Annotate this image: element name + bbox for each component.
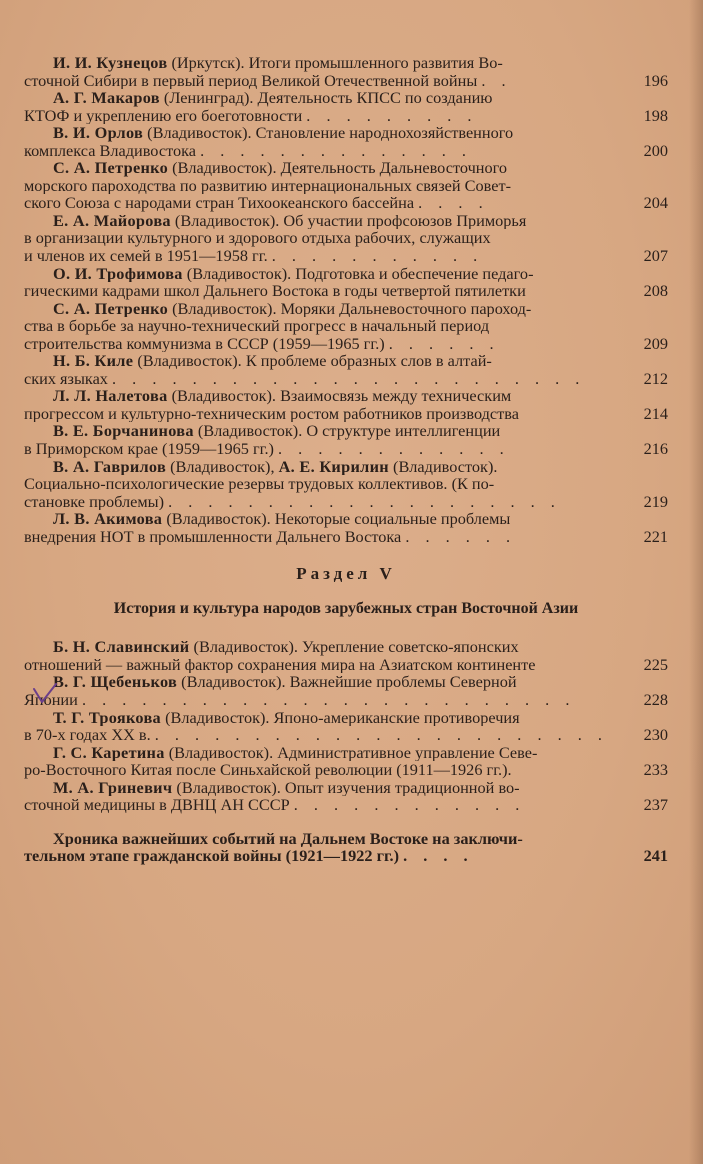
- page-number: 198: [643, 105, 668, 125]
- entry-author: С. А. Петренко: [53, 299, 169, 318]
- toc-entry: [24, 89, 668, 124]
- entry-author: Т. Г. Троякова: [53, 708, 161, 727]
- entry-author: В. Г. Щебеньков: [53, 673, 178, 691]
- leader-dots: . . . .: [403, 847, 474, 865]
- entry-title-line: ро-Восточного Китая после Синьхайской революции (1911—1926 гг.).: [24, 761, 512, 779]
- leader-dots: . . . . . . . . . . .: [271, 247, 484, 265]
- leader-dots: . . . . . .: [405, 527, 517, 546]
- leader-dots: . . . . . . . . . . . . . . . . . . . . . . . .: [112, 369, 586, 388]
- entry-title-line: морского пароходства по развитию интернациональных связей Совет-: [24, 176, 511, 195]
- entry-title-line: Японии: [24, 690, 78, 709]
- leader-dots: . . . . . . . . .: [306, 106, 478, 125]
- page-number: 230: [643, 725, 668, 745]
- page-number: 214: [643, 403, 668, 423]
- toc-entry: [24, 709, 668, 744]
- toc-entry: [24, 54, 668, 89]
- table-of-contents: [24, 54, 668, 865]
- entry-title-line: (Владивосток). Становление народнохозяйственного: [143, 124, 514, 142]
- leader-dots: . . . .: [418, 194, 489, 212]
- leader-dots: . . . . . . . . . . . .: [293, 796, 526, 814]
- entry-author: А. Г. Макаров: [53, 89, 160, 107]
- entry-title-line: тельном этапе гражданской войны (1921—1922 гг.): [24, 847, 400, 865]
- toc-entry: [24, 265, 668, 300]
- entry-author: Г. С. Каретина: [53, 743, 165, 762]
- entry-title-line: (Владивосток). Взаимосвязь между техническим: [167, 387, 512, 405]
- entry-author: В. И. Орлов: [53, 124, 144, 142]
- page-number: 233: [643, 760, 668, 780]
- toc-entry: [24, 422, 668, 457]
- leader-dots: . . . . . . . . . . . . . . . . . . . . . . .: [154, 726, 608, 744]
- checkmark-handwritten-icon: [32, 683, 58, 705]
- entry-author: О. И. Трофимова: [53, 264, 183, 283]
- leader-dots: . . . . . .: [388, 334, 500, 353]
- entry-title-line: внедрения НОТ в промышленности Дальнего Востока: [24, 527, 402, 546]
- entry-title-line: строительства коммунизма в СССР (1959—1965 гг.): [24, 334, 385, 353]
- entry-title-line: (Владивосток). Моряки Дальневосточного пароход-: [168, 299, 532, 318]
- page-number: 204: [643, 193, 668, 213]
- entry-title-line: (Ленинград). Деятельность КПСС по созданию: [159, 89, 493, 107]
- entry-author: Л. Л. Налетова: [53, 387, 168, 405]
- entry-author: Б. Н. Славинский: [53, 638, 190, 656]
- page-number: 219: [643, 491, 668, 511]
- toc-entry: [24, 510, 668, 545]
- entry-title-line: (Владивосток).: [388, 457, 498, 476]
- entry-author: Е. А. Майорова: [53, 211, 171, 230]
- entry-title-line: сточной медицины в ДВНЦ АН СССР: [24, 796, 290, 814]
- leader-dots: . .: [481, 71, 512, 90]
- page-number: 221: [643, 526, 668, 546]
- toc-entry: [24, 744, 668, 779]
- toc-entry: [24, 352, 668, 387]
- entry-title-line: и членов их семей в 1951—1958 гг.: [24, 247, 268, 265]
- entry-author: А. Е. Кирилин: [278, 457, 389, 476]
- entry-title-line: гическими кадрами школ Дальнего Востока в годы четвертой пятилетки: [24, 282, 526, 300]
- toc-entry: [24, 673, 668, 708]
- toc-entry-chronicle: [24, 830, 668, 865]
- leader-dots: . . . . . . . . . . . . . . . . . . . . . . . . .: [81, 690, 576, 709]
- entry-title-line: (Владивосток). К проблеме образных слов в алтай-: [133, 352, 492, 370]
- entry-title-line: (Владивосток). Японо-американские противоречия: [161, 708, 520, 727]
- entry-title-line: ства в борьбе за научно-технический прогресс в начальный период: [24, 317, 490, 335]
- entry-title-line: сточной Сибири в первый период Великой Отечественной войны: [24, 71, 478, 90]
- leader-dots: . . . . . . . . . . . .: [278, 440, 510, 458]
- entry-title-line: в 70-х годах XX в.: [24, 726, 151, 744]
- entry-title-line: (Владивосток). Некоторые социальные проблемы: [162, 510, 511, 528]
- toc-entry: [24, 779, 668, 814]
- entry-title-line: становке проблемы): [24, 492, 164, 511]
- leader-dots: . . . . . . . . . . . . . . . . . . . .: [168, 492, 561, 511]
- entry-title-line: (Владивосток). Деятельность Дальневосточного: [168, 159, 508, 177]
- page-number: 216: [643, 439, 668, 459]
- toc-entry: [24, 124, 668, 159]
- leader-dots: . . . . . . . . . . . . . .: [200, 141, 472, 160]
- entry-author: И. И. Кузнецов: [53, 54, 168, 72]
- entry-title-line: ских языках: [24, 369, 108, 388]
- toc-entry: [24, 159, 668, 212]
- entry-title-line: прогрессом и культурно-техническим ростом работников производства: [24, 404, 519, 423]
- section-subtitle: История и культура народов зарубежных стран Восточной Азии: [113, 600, 579, 618]
- section-title: Раздел V: [296, 564, 396, 584]
- page-number: 225: [643, 654, 668, 674]
- page-number: 196: [643, 70, 668, 90]
- entry-title-line: (Владивосток). О структуре интеллигенции: [193, 422, 501, 441]
- entry-author: В. А. Гаврилов: [53, 457, 167, 476]
- toc-entry: [24, 458, 668, 511]
- entry-title-line: ского Союза с народами стран Тихоокеанского бассейна: [24, 194, 415, 212]
- toc-entry: [24, 300, 668, 353]
- entry-title-line: в организации культурного и здорового отдыха рабочих, служащих: [24, 229, 491, 248]
- entry-title-line: (Владивосток),: [166, 457, 279, 476]
- entry-title-line: (Владивосток). Укрепление советско-японских: [189, 638, 519, 656]
- toc-entry: [24, 638, 668, 673]
- entry-author: М. А. Гриневич: [53, 778, 173, 797]
- entry-title-line: (Иркутск). Итоги промышленного развития Во-: [167, 54, 503, 72]
- page-number: 212: [643, 368, 668, 388]
- entry-author: С. А. Петренко: [53, 159, 169, 177]
- entry-title-line: в Приморском крае (1959—1965 гг.): [24, 440, 274, 458]
- entry-title-line: (Владивосток). Административное управление Севе-: [164, 743, 538, 762]
- page-edge-shadow: [689, 0, 703, 1164]
- page-number: 228: [643, 689, 668, 709]
- entry-title-line: (Владивосток). Важнейшие проблемы Северной: [177, 673, 517, 691]
- toc-entry: [24, 212, 668, 265]
- entry-author: Л. В. Акимова: [53, 510, 163, 528]
- page-number: 241: [643, 846, 668, 866]
- entry-author: В. Е. Борчанинова: [53, 422, 194, 441]
- entry-author: Н. Б. Киле: [53, 352, 134, 370]
- entry-title-line: Хроника важнейших событий на Дальнем Востоке на заключи-: [53, 829, 523, 848]
- toc-entry: [24, 387, 668, 422]
- page-number: 237: [643, 795, 668, 815]
- page-number: 209: [643, 333, 668, 353]
- entry-title-line: КТОФ и укреплению его боеготовности: [24, 106, 303, 125]
- page-number: 200: [643, 140, 668, 160]
- entry-title-line: (Владивосток). Об участии профсоюзов Приморья: [170, 211, 527, 230]
- entry-title-line: Социально-психологические резервы трудовых коллективов. (К по-: [24, 475, 495, 493]
- page-number: 208: [643, 281, 668, 301]
- entry-title-line: (Владивосток). Подготовка и обеспечение педаго-: [182, 264, 534, 283]
- entry-title-line: комплекса Владивостока: [24, 141, 196, 160]
- entry-title-line: (Владивосток). Опыт изучения традиционной во-: [172, 778, 520, 797]
- page-number: 207: [643, 246, 668, 266]
- entry-title-line: отношений — важный фактор сохранения мира на Азиатском континенте: [24, 655, 536, 674]
